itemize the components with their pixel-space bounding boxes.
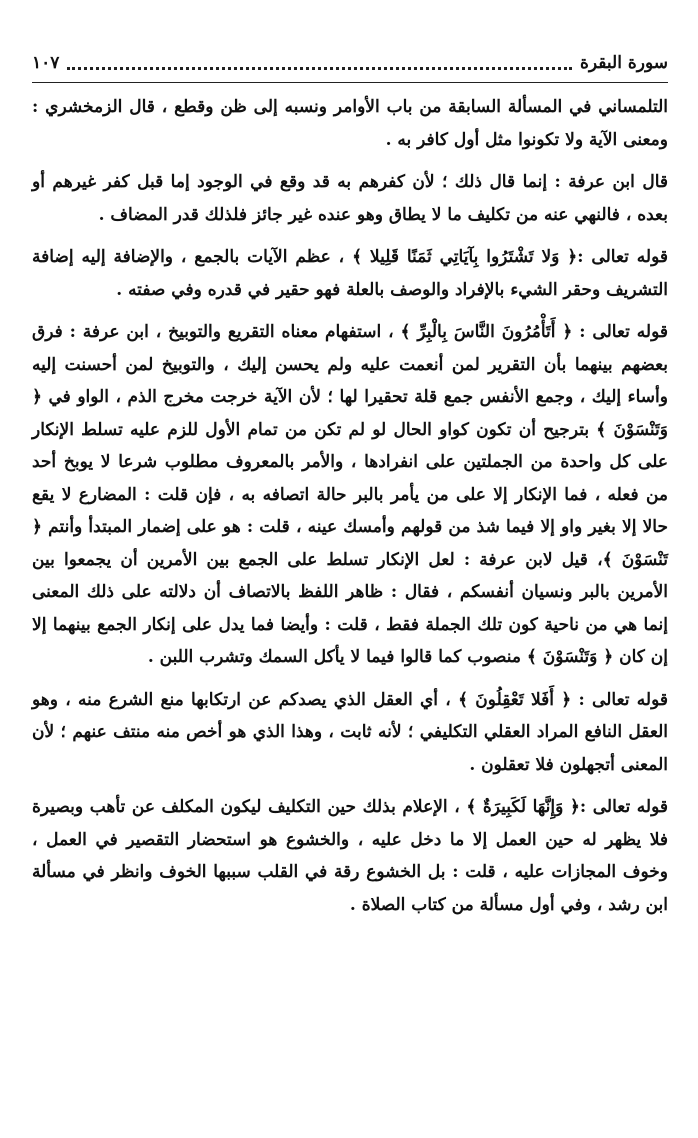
paragraph-text: التلمساني في المسألة السابقة من باب الأوامر ونسبه إلى ظن وقطع ، قال الزمخشري : ومعنى الآية ولا تكونوا مثل أول كافر به . — [32, 97, 668, 150]
surah-title: سورة البقرة — [580, 53, 668, 73]
book-page — [0, 44, 698, 1138]
paragraph-text: قوله تعالى :﴿ وَلا تَشْتَرُوا بِآيَاتِي ثَمَنًا قَلِيلا ﴾ ، عظم الآيات بالجمع ، والإضافة إليه إضافة التشريف وحقر الشيء بالإفراد والوصف بالعلة فهو حقير في قدره وفي صفته . — [32, 247, 668, 300]
page-body — [32, 91, 668, 921]
running-header — [32, 44, 668, 82]
page-number: ١٠٧ — [32, 53, 60, 73]
paragraph — [32, 241, 668, 306]
paragraph-text: قوله تعالى :﴿ وَإِنَّهَا لَكَبِيرَةٌ ﴾ ، الإعلام بذلك حين التكليف ليكون المكلف عن تأهب وبصيرة فلا يظهر له حين العمل إلا ما دخل عليه ، والخشوع هو استحضار التقصير في العمل ، وخوف المجازات عليه ، قلت : بل الخشوع رقة في القلب سببها الخوف وانظر في مسألة ابن رشد ، وفي أول مسألة من كتاب الصلاة . — [32, 797, 668, 915]
header-rule — [32, 82, 668, 83]
paragraph-text: قوله تعالى : ﴿ أَفَلا تَعْقِلُونَ ﴾ ، أي العقل الذي يصدكم عن ارتكابها منع الشرع منه ، وهو العقل النافع المراد العقلي التكليفي ؛ لأنه ثابت ، وهذا الذي هو أخص منه منتف عنهم ؛ لأن المعنى أتجهلون فلا تعقلون . — [32, 689, 668, 775]
header-dotted-leader — [67, 67, 572, 70]
paragraph — [32, 166, 668, 231]
paragraph — [32, 791, 668, 921]
paragraph — [32, 684, 668, 782]
paragraph — [32, 91, 668, 156]
paragraph — [32, 316, 668, 674]
paragraph-text: قال ابن عرفة : إنما قال ذلك ؛ لأن كفرهم به قد وقع في الوجود إما قبل كفر غيرهم أو بعده ، فالنهي عنه من تكليف ما لا يطاق وهو عنده غير جائز فلذلك قدر المضاف . — [32, 172, 668, 225]
paragraph-text: قوله تعالى : ﴿ أَتَأْمُرُونَ النَّاسَ بِالْبِرِّ ﴾ ، استفهام معناه التقريع والتوبيخ ، ابن عرفة : فرق بعضهم بينهما بأن التقرير لمن أنعمت عليه ولم يحسن إليك ، والتوبيخ لمن أحسنت إليه وأساء إليك ، وجمع الأنفس جمع قلة تحقيرا لها ؛ لأن الآية خرجت مخرج الذم ، الواو في ﴿ وَتَنْسَوْنَ ﴾ بترجيح أن تكون كواو الحال لو لم تكن من تمام الأول للزم عليه تسلط الإنكار على كل واحدة من الجملتين على انفرادها ، والأمر بالمعروف مطلوب شرعا لا يوبخ أحد من فعله ، فما الإنكار إلا على من يأمر بالبر حالة اتصافه به ، فإن قلت : المضارع لا يقع حالا إلا بغير واو إلا فيما شذ من قولهم وأمسك عينه ، قلت : هو على إضمار المبتدأ وأنتم ﴿ تَنْسَوْنَ ﴾، قيل لابن عرفة : لعل الإنكار تسلط على الجمع بين الأمرين أن يجمعوا بين الأمرين بالبر ونسيان أنفسكم ، فقال : ظاهر اللفظ بالاتصاف أن دلالته على ذلك المعنى إنما هي من ناحية كون تلك الجملة فقط ، قلت : وأيضا فما يدل على إنكار الجمع بينهما إلا إن كان ﴿ وَتَنْسَوْنَ ﴾ منصوب كما قالوا فيما لا يأكل السمك وتشرب اللبن . — [32, 322, 668, 667]
